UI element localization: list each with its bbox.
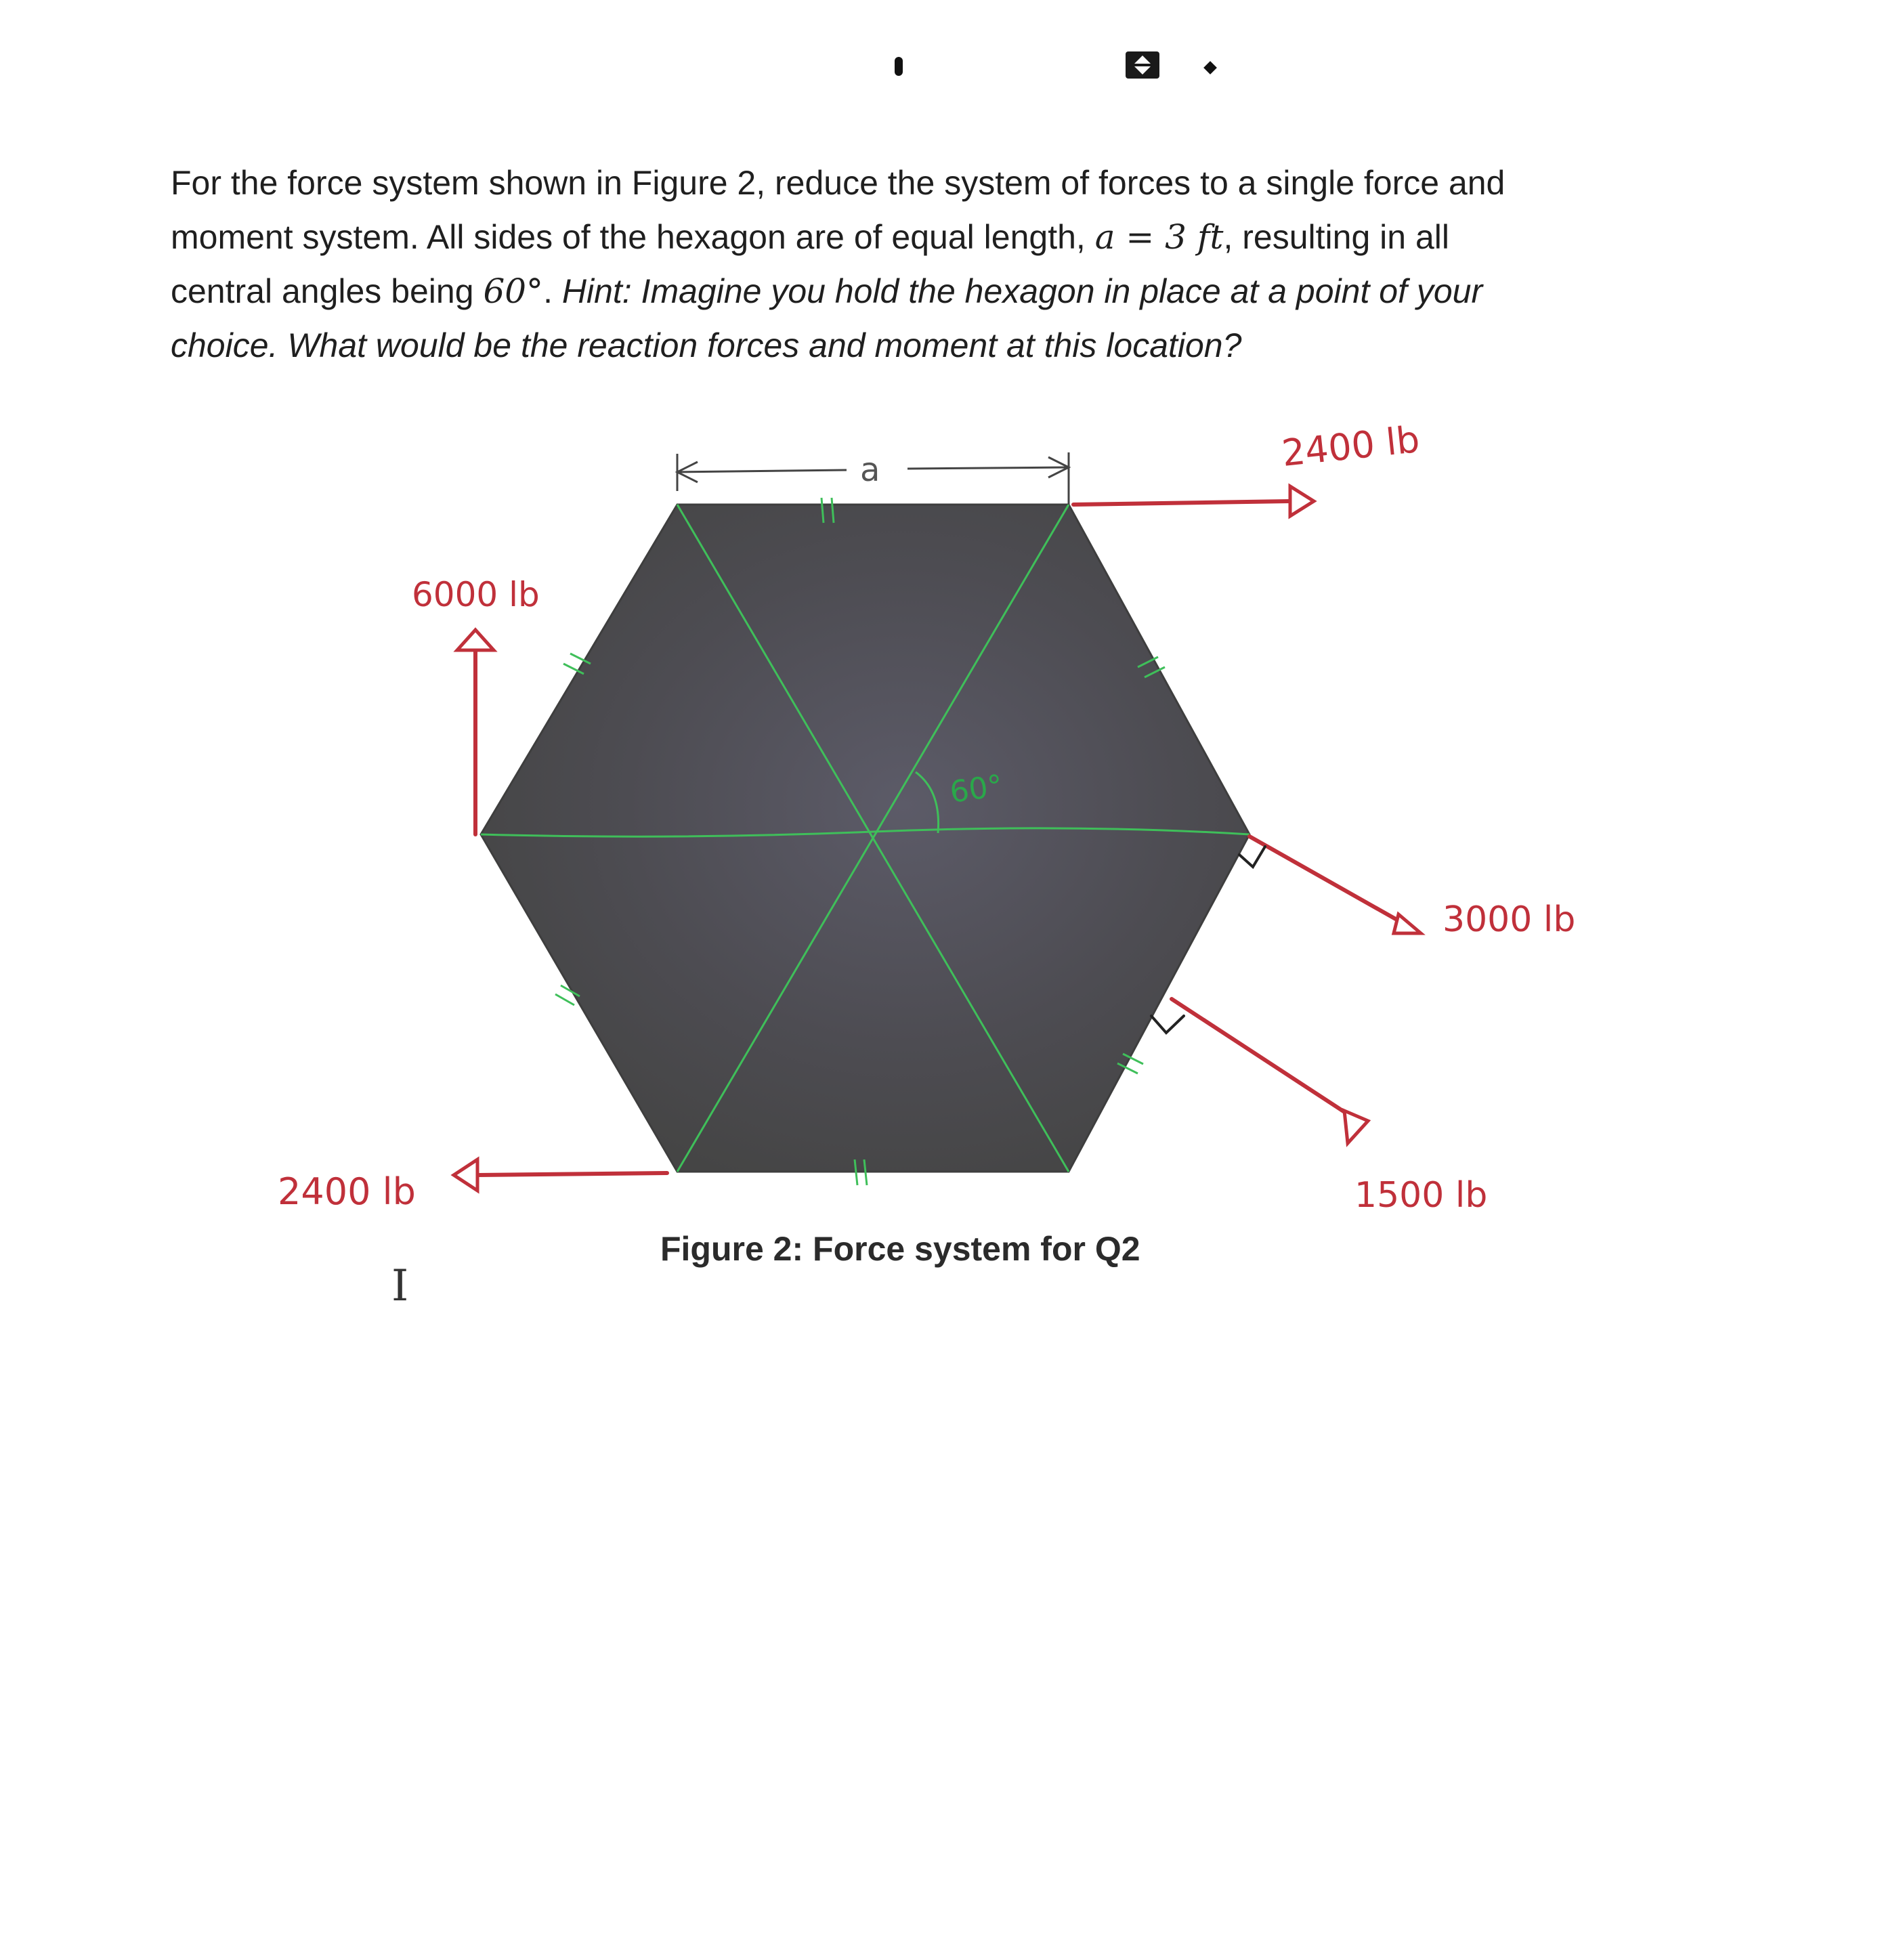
angle-label: 60°	[947, 768, 1005, 810]
force-label-1500: 1500 lb	[1354, 1175, 1488, 1216]
hint-text: Hint: Imagine you hold the hexagon in place at a point of your	[561, 272, 1483, 310]
force-arrow-3000	[1249, 836, 1405, 924]
force-label-2400-left: 2400 lb	[278, 1170, 416, 1213]
text-cursor: I	[391, 1261, 409, 1311]
force-arrow-1500	[1172, 999, 1348, 1114]
force-arrow-2400-left	[477, 1173, 667, 1175]
problem-line-3-text-b: .	[543, 272, 562, 310]
force-label-6000: 6000 lb	[412, 575, 540, 614]
problem-line-2-text-a: moment system. All sides of the hexagon are of equal length,	[171, 218, 1095, 256]
figure-caption: Figure 2: Force system for Q2	[660, 1230, 1140, 1268]
side-length-math: a = 3 ft	[1094, 217, 1224, 257]
side-label: a	[860, 451, 880, 489]
problem-line-2-text-b: , resulting in all	[1223, 218, 1449, 256]
force-label-2400-right: 2400 lb	[1279, 417, 1422, 475]
force-label-3000: 3000 lb	[1443, 899, 1576, 940]
problem-line-1: For the force system shown in Figure 2, reduce the system of forces to a single force and	[171, 164, 1505, 202]
force-arrow-2400-right	[1073, 501, 1290, 505]
problem-line-3-text-a: central angles being	[171, 272, 484, 310]
problem-line-4: choice. What would be the reaction forces and moment at this location?	[171, 326, 1242, 364]
angle-math: 60°	[483, 272, 544, 311]
